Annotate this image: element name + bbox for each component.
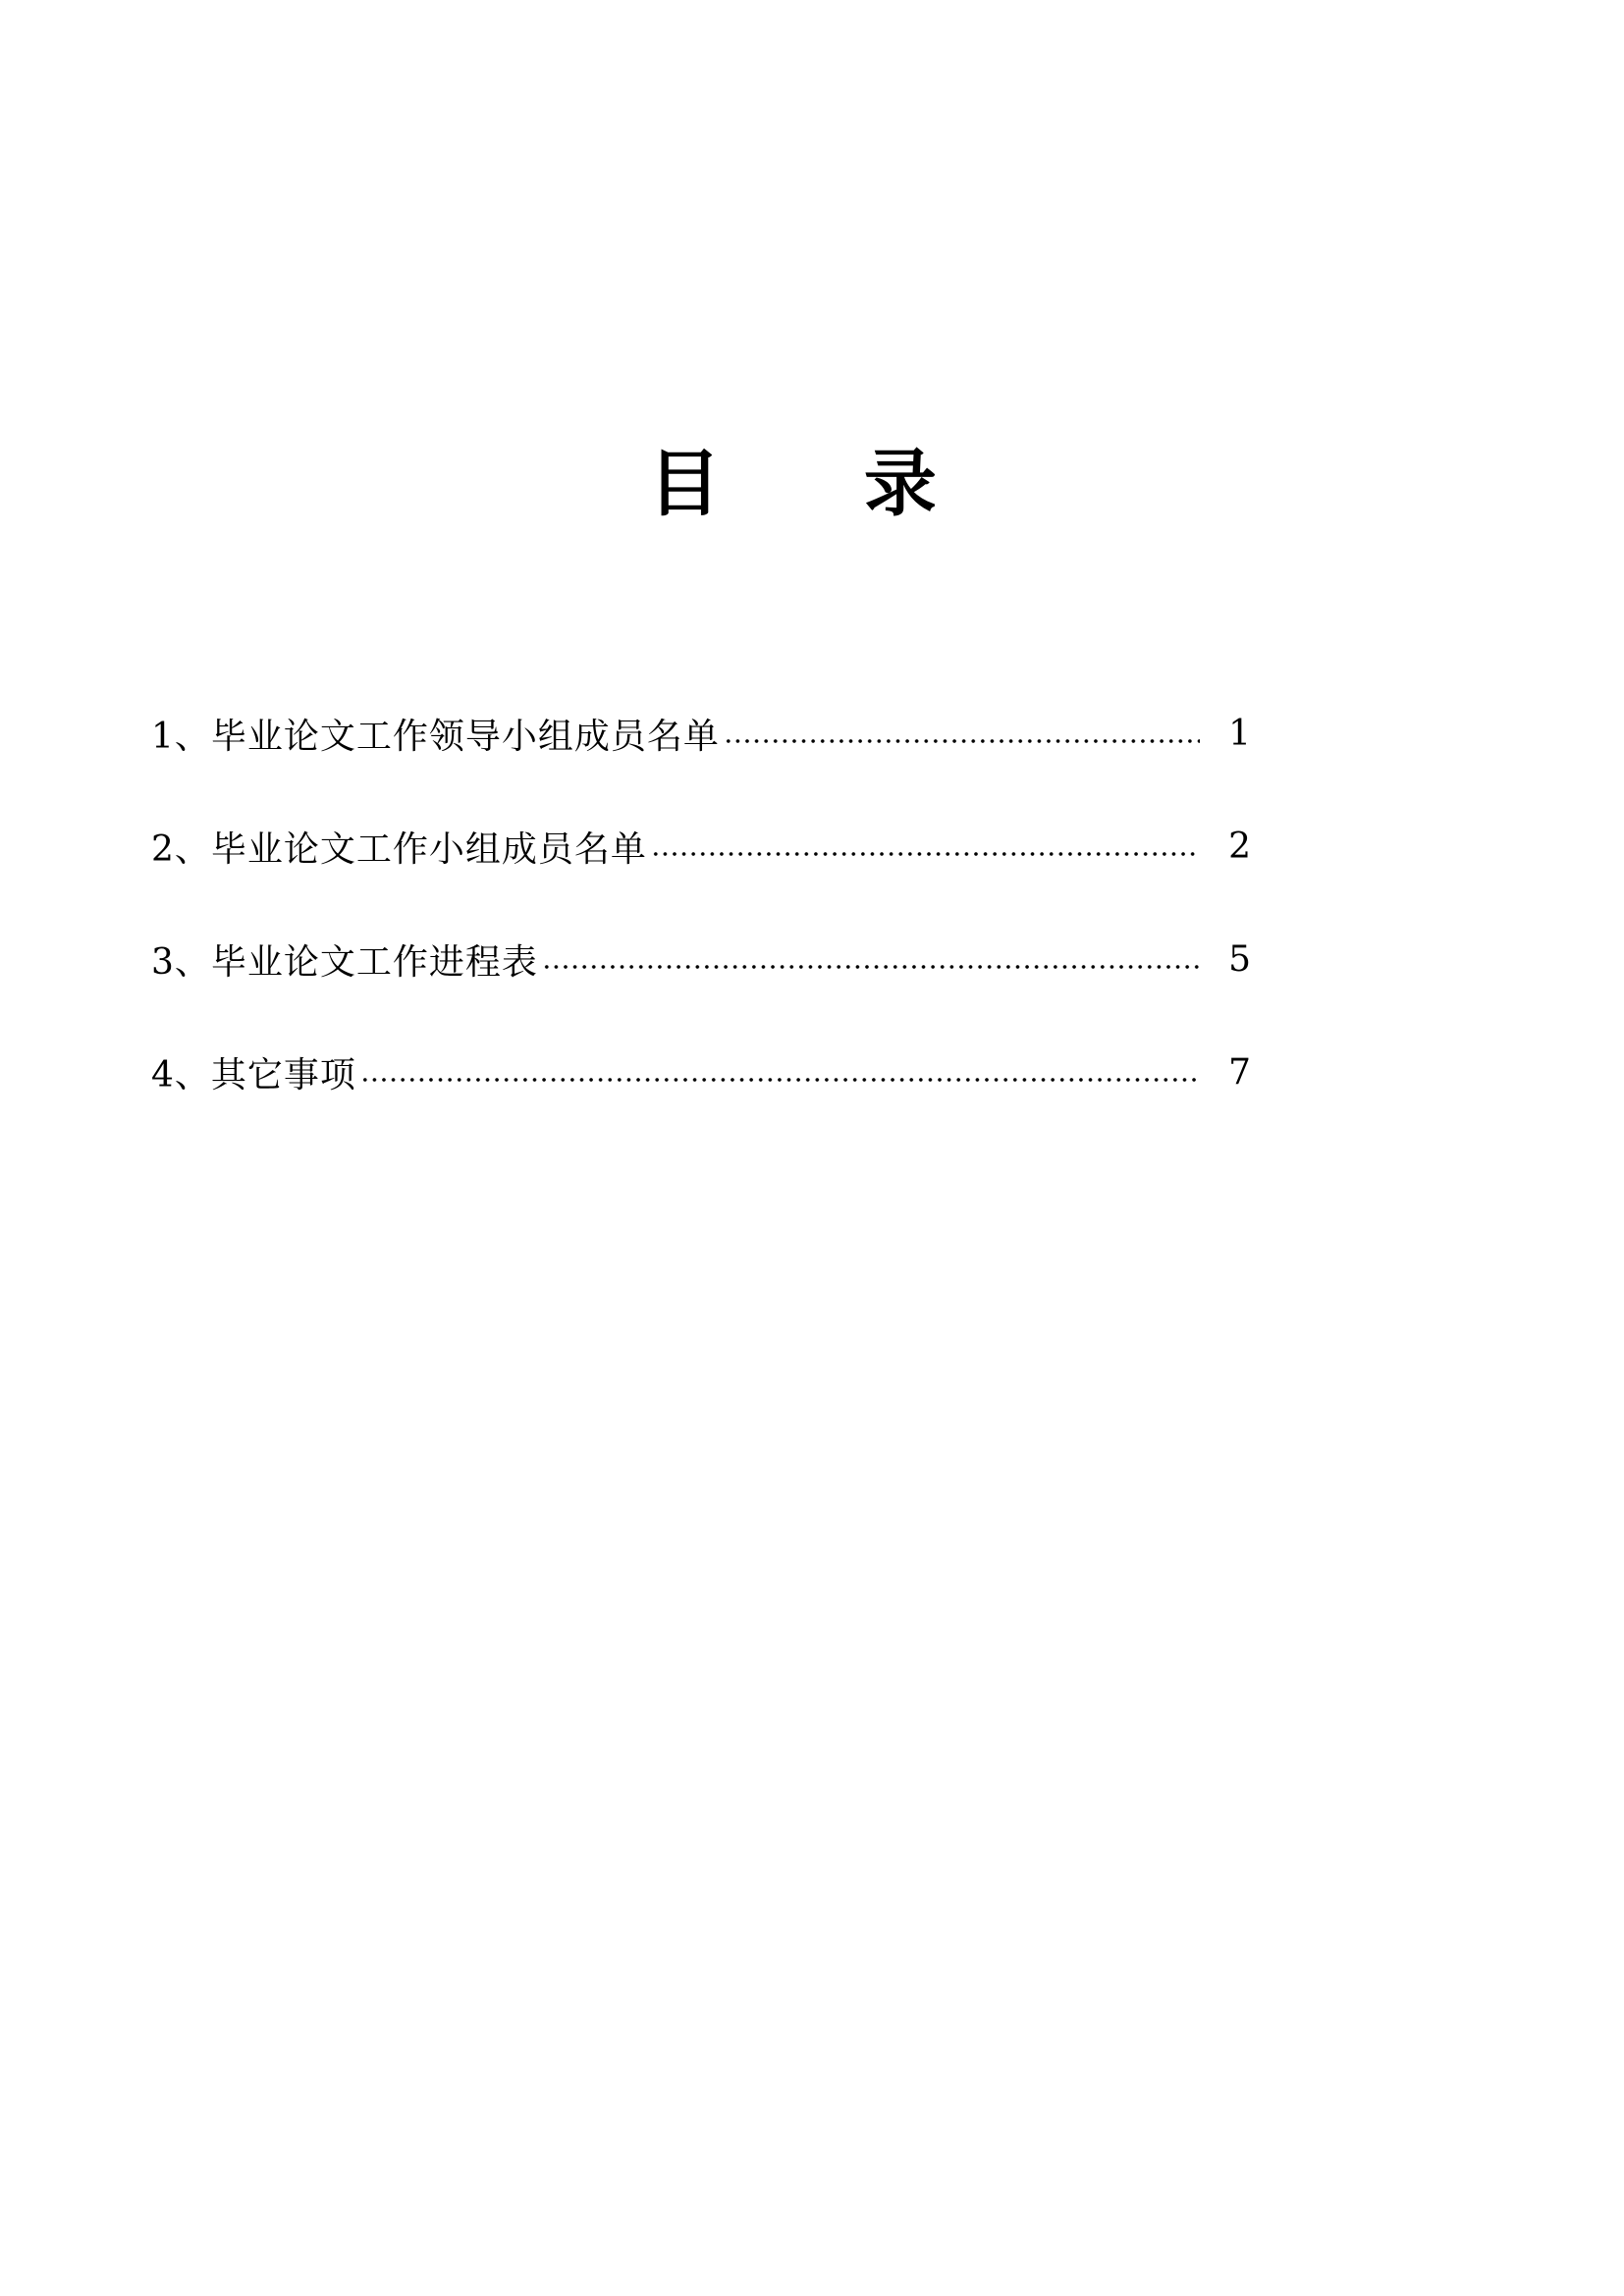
toc-dot-leader: [724, 739, 1200, 743]
toc-entry[interactable]: [151, 677, 1251, 790]
toc-page-number: 7: [1228, 1052, 1251, 1093]
toc-entry-text: 2、毕业论文工作小组成员名单: [151, 829, 647, 870]
page-title: 目 录: [648, 442, 996, 526]
toc-entry[interactable]: [151, 790, 1251, 903]
toc-entry[interactable]: [151, 1016, 1251, 1129]
toc-dot-leader: [542, 965, 1200, 969]
toc-entry-text: 4、其它事项: [151, 1055, 356, 1095]
toc-entry[interactable]: [151, 903, 1251, 1016]
toc-dot-leader: [651, 852, 1200, 856]
toc-page-number: 2: [1228, 827, 1251, 867]
toc-entry-text: 3、毕业论文工作进程表: [151, 942, 538, 983]
toc-page-number: 5: [1228, 939, 1251, 980]
toc-page-number: 1: [1228, 714, 1251, 754]
table-of-contents: [151, 677, 1251, 1129]
toc-entry-text: 1、毕业论文工作领导小组成员名单: [151, 717, 720, 757]
toc-dot-leader: [360, 1078, 1200, 1082]
